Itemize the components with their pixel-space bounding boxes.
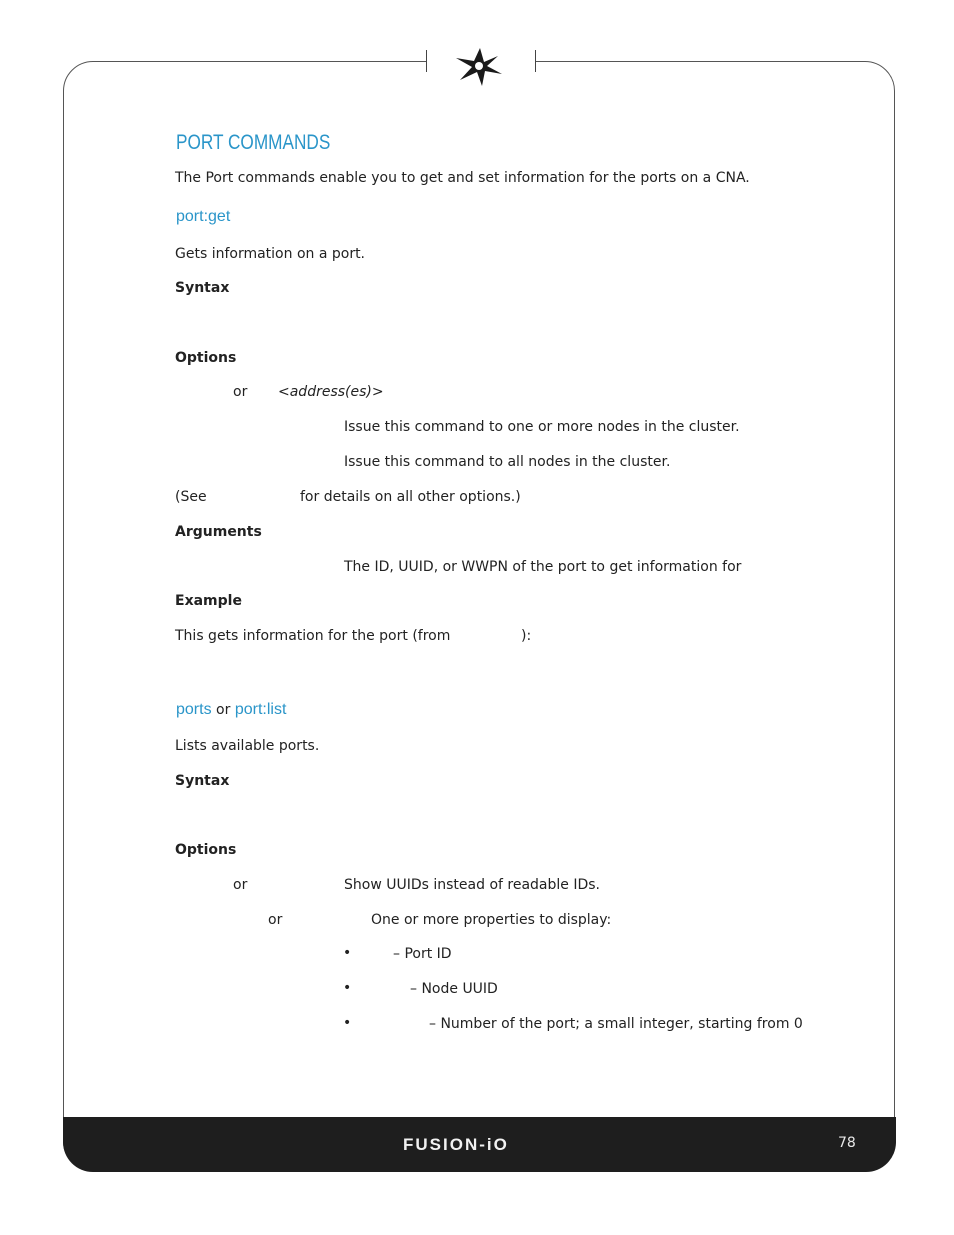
- list-item: – Port ID: [393, 946, 452, 962]
- ports-title-a: ports: [176, 701, 212, 718]
- bullet-icon: •: [343, 945, 352, 961]
- ports-title: [176, 701, 286, 719]
- ports-syntax-heading: Syntax: [175, 773, 230, 789]
- ports-title-or: or: [216, 702, 231, 718]
- see-suffix: for details on all other options.): [300, 489, 521, 505]
- ports-title-b: port:list: [234, 701, 287, 718]
- option-desc-2: Issue this command to all nodes in the cluster.: [344, 454, 671, 470]
- ports-option2-desc: One or more properties to display:: [371, 912, 612, 928]
- list-item: – Number of the port; a small integer, starting from 0: [429, 1016, 803, 1032]
- syntax-heading: Syntax: [175, 280, 230, 296]
- option-address: <address(es)>: [278, 384, 384, 400]
- ports-option1-or: or: [233, 877, 248, 893]
- arguments-heading: Arguments: [175, 524, 262, 540]
- ports-options-heading: Options: [175, 842, 237, 858]
- page-frame: [63, 61, 895, 1171]
- page-title: PORT COMMANDS: [176, 131, 331, 154]
- see-prefix: (See: [175, 489, 207, 505]
- example-prefix: This gets information for the port (from: [175, 628, 451, 644]
- options-heading: Options: [175, 350, 237, 366]
- bullet-icon: •: [343, 1015, 352, 1031]
- option-or: or: [233, 384, 248, 400]
- header-divider-left: [426, 50, 427, 72]
- intro-text: The Port commands enable you to get and set information for the ports on a CNA.: [175, 170, 750, 186]
- example-suffix: ):: [521, 628, 532, 644]
- bullet-icon: •: [343, 980, 352, 996]
- port-get-desc: Gets information on a port.: [175, 246, 366, 262]
- example-heading: Example: [175, 593, 242, 609]
- ports-desc: Lists available ports.: [175, 738, 320, 754]
- header-divider-right: [535, 50, 536, 72]
- option-desc-1: Issue this command to one or more nodes in the cluster.: [344, 419, 740, 435]
- port-get-title: port:get: [176, 208, 231, 225]
- ports-option1-desc: Show UUIDs instead of readable IDs.: [344, 877, 600, 893]
- argument-desc: The ID, UUID, or WWPN of the port to get information for: [344, 559, 742, 575]
- brand-text: FUSION-iO: [403, 1135, 509, 1154]
- ports-option2-or: or: [268, 912, 283, 928]
- fusionio-star-icon: [452, 44, 508, 88]
- page-number: 78: [838, 1135, 856, 1151]
- fusionio-logo: [403, 1134, 555, 1154]
- list-item: – Node UUID: [410, 981, 498, 997]
